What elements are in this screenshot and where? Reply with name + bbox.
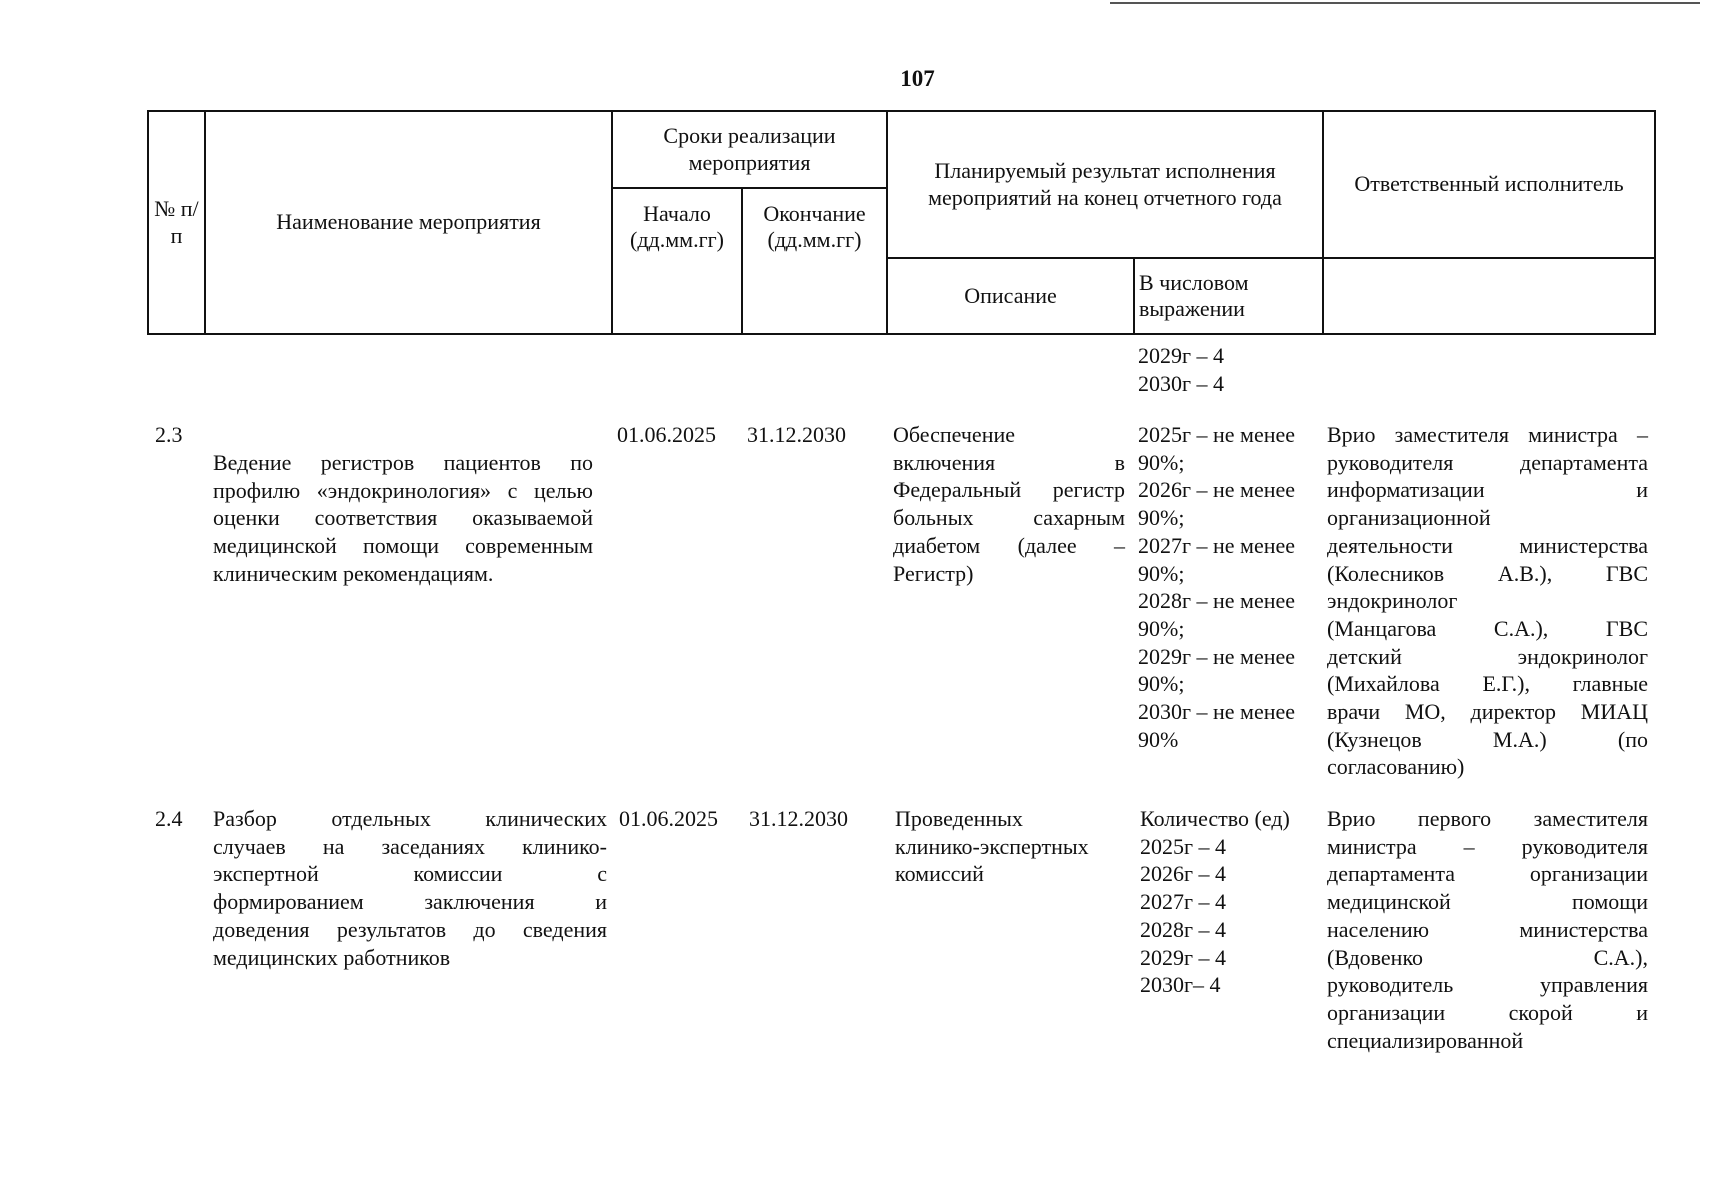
row-numeric xyxy=(1138,421,1318,753)
text-line: 90%; xyxy=(1138,560,1185,586)
text-line: 2025г – не менее xyxy=(1138,422,1296,447)
text-line: 2030г – не менее xyxy=(1138,699,1296,725)
text-line: медицинской помощи современным xyxy=(213,533,593,559)
text-line: Обеспечение xyxy=(893,422,1015,447)
row-start: 01.06.2025 xyxy=(617,422,716,447)
text-line: организационной xyxy=(1327,505,1491,531)
text-line: включения в xyxy=(893,449,1125,475)
header-terms: Сроки реализации мероприятия xyxy=(612,111,887,188)
text-line: 2027г – не менее xyxy=(1138,532,1296,558)
top-rule xyxy=(1110,2,1700,4)
text-line: 2028г – 4 xyxy=(1140,916,1227,942)
text-line: 2026г – 4 xyxy=(1140,861,1227,887)
text-line: диабетом (далее – xyxy=(893,532,1125,558)
header-responsible: Ответственный исполнитель xyxy=(1323,111,1655,258)
text-line: (Колесников А.В.), ГВС xyxy=(1327,560,1648,586)
continuation-block xyxy=(1138,342,1224,397)
row-end: 31.12.2030 xyxy=(749,806,848,831)
text-line: 90%; xyxy=(1138,671,1185,697)
text-line: комиссий xyxy=(895,861,984,887)
text-line: Проведенных xyxy=(895,806,1023,831)
text-line: медицинских работников xyxy=(213,944,451,970)
text-line: 2028г – не менее xyxy=(1138,588,1296,614)
table-header xyxy=(147,110,1656,335)
row-responsible xyxy=(1327,421,1648,781)
text-line: 2025г – 4 xyxy=(1140,833,1227,859)
text-line: 90% xyxy=(1138,726,1179,752)
text-line: (Манцагова С.А.), ГВС xyxy=(1327,615,1648,641)
text-line: 90%; xyxy=(1138,505,1185,531)
text-line: формированием заключения и xyxy=(213,889,607,915)
text-line: 2029г – не менее xyxy=(1138,643,1296,669)
header-result: Планируемый результат исполнения мероприятий на конец отчетного года xyxy=(887,111,1323,258)
header-end: Окончание (дд.мм.гг) xyxy=(742,188,887,334)
text-line: информатизации и xyxy=(1327,477,1648,503)
text-line: 2029г – 4 xyxy=(1140,944,1227,970)
text-line: случаев на заседаниях клинико- xyxy=(213,833,607,859)
text-line: руководителя департамента xyxy=(1327,449,1648,475)
header-name: Наименование мероприятия xyxy=(205,111,612,334)
header-num: № п/п xyxy=(148,111,205,334)
header-numeric: В числовом выражении xyxy=(1134,258,1323,334)
text-line: департамента организации xyxy=(1327,861,1648,887)
header-start: Начало (дд.мм.гг) xyxy=(612,188,742,334)
text-line: Федеральный регистр xyxy=(893,477,1125,503)
text-line: организации скорой и xyxy=(1327,999,1648,1025)
header-responsible-empty xyxy=(1323,258,1655,334)
text-line: клинико-экспертных xyxy=(895,833,1089,859)
text-line: специализированной xyxy=(1327,1027,1524,1053)
row-num: 2.4 xyxy=(155,806,183,831)
text-line: министра – руководителя xyxy=(1327,833,1648,859)
text-line: Количество (ед) xyxy=(1140,806,1290,831)
row-description xyxy=(893,421,1125,587)
text-line: экспертной комиссии с xyxy=(213,861,607,887)
text-line: профилю «эндокринология» с целью xyxy=(213,477,593,503)
text-line: Ведение регистров пациентов по xyxy=(213,450,593,475)
row-start: 01.06.2025 xyxy=(619,806,718,831)
row-name xyxy=(213,805,607,971)
text-line: (Вдовенко С.А.), xyxy=(1327,944,1648,970)
text-line: Врио заместителя министра – xyxy=(1327,422,1648,447)
text-line: больных сахарным xyxy=(893,505,1125,531)
text-line: (Кузнецов М.А.) (по xyxy=(1327,726,1648,752)
text-line: 2027г – 4 xyxy=(1140,889,1227,915)
text-line: согласованию) xyxy=(1327,754,1465,780)
text-line: Регистр) xyxy=(893,560,974,586)
text-line: медицинской помощи xyxy=(1327,889,1648,915)
row-responsible xyxy=(1327,805,1648,1054)
text-line: населению министерства xyxy=(1327,916,1648,942)
continuation-line: 2029г – 4 xyxy=(1138,343,1225,368)
header-description: Описание xyxy=(887,258,1134,334)
text-line: 2030г– 4 xyxy=(1140,972,1221,998)
text-line: врачи МО, директор МИАЦ xyxy=(1327,699,1648,725)
row-description xyxy=(895,805,1127,888)
text-line: Разбор отдельных клинических xyxy=(213,806,607,831)
row-name xyxy=(213,449,593,588)
row-numeric xyxy=(1140,805,1320,999)
text-line: 90%; xyxy=(1138,449,1185,475)
text-line: 2026г – не менее xyxy=(1138,477,1296,503)
text-line: деятельности министерства xyxy=(1327,532,1648,558)
continuation-line: 2030г – 4 xyxy=(1138,370,1225,396)
text-line: доведения результатов до сведения xyxy=(213,916,607,942)
text-line: эндокринолог xyxy=(1327,588,1458,614)
text-line: детский эндокринолог xyxy=(1327,643,1648,669)
text-line: Врио первого заместителя xyxy=(1327,806,1648,831)
text-line: клиническим рекомендациям. xyxy=(213,560,494,586)
text-line: 90%; xyxy=(1138,615,1185,641)
text-line: оценки соответствия оказываемой xyxy=(213,505,593,531)
row-end: 31.12.2030 xyxy=(747,422,846,447)
text-line: (Михайлова Е.Г.), главные xyxy=(1327,671,1648,697)
row-num: 2.3 xyxy=(155,422,183,447)
page-number: 107 xyxy=(900,66,935,91)
text-line: руководитель управления xyxy=(1327,972,1648,998)
